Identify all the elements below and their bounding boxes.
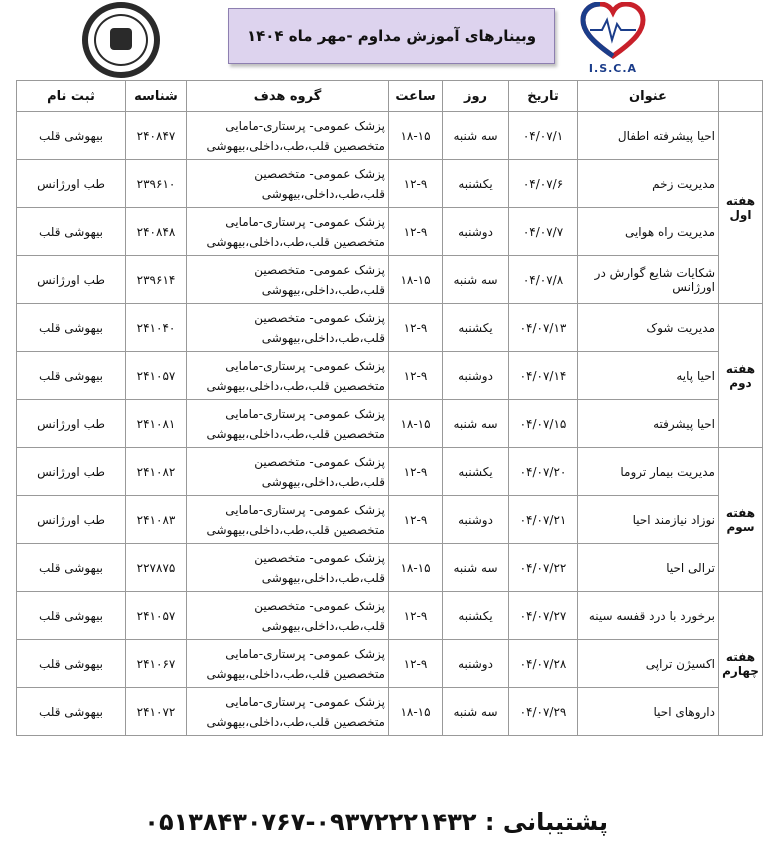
webinar-time: ۱۲-۹ xyxy=(389,592,443,640)
webinar-target-group: پزشک عمومی- پرستاری-مامایی متخصصین قلب،طب،داخلی،بیهوشی xyxy=(187,640,389,688)
webinar-title: داروهای احیا xyxy=(578,688,719,736)
webinar-title: اکسیژن تراپی xyxy=(578,640,719,688)
webinar-time: ۱۲-۹ xyxy=(389,496,443,544)
webinar-target-group: پزشک عمومی- پرستاری-مامایی متخصصین قلب،طب،داخلی،بیهوشی xyxy=(187,208,389,256)
webinar-title: نوزاد نیازمند احیا xyxy=(578,496,719,544)
webinar-day: دوشنبه xyxy=(443,496,509,544)
webinar-id: ۲۴۱۰۶۷ xyxy=(126,640,187,688)
webinar-date: ۰۴/۰۷/۱ xyxy=(509,112,578,160)
table-row xyxy=(17,496,763,544)
webinar-title: مدیریت زخم xyxy=(578,160,719,208)
table-row xyxy=(17,448,763,496)
webinar-day: سه شنبه xyxy=(443,256,509,304)
webinar-title: احیا پایه xyxy=(578,352,719,400)
webinar-day: دوشنبه xyxy=(443,208,509,256)
webinar-date: ۰۴/۰۷/۲۱ xyxy=(509,496,578,544)
page-title: وبینارهای آموزش مداوم -مهر ماه ۱۴۰۴ xyxy=(246,27,537,45)
webinar-registration: بیهوشی قلب xyxy=(17,688,126,736)
col-header-date: تاریخ xyxy=(509,81,578,112)
webinar-registration: طب اورژانس xyxy=(17,256,126,304)
webinar-target-group: پزشک عمومی- متخصصین قلب،طب،داخلی،بیهوشی xyxy=(187,256,389,304)
support-label: پشتیبانی : xyxy=(484,808,608,836)
webinar-date: ۰۴/۰۷/۲۲ xyxy=(509,544,578,592)
hospital-cross-icon xyxy=(110,28,132,50)
webinar-time: ۱۸-۱۵ xyxy=(389,112,443,160)
webinar-time: ۱۲-۹ xyxy=(389,208,443,256)
table-row xyxy=(17,256,763,304)
webinar-id: ۲۴۱۰۸۳ xyxy=(126,496,187,544)
col-header-target: گروه هدف xyxy=(187,81,389,112)
col-header-id: شناسه xyxy=(126,81,187,112)
webinar-target-group: پزشک عمومی- متخصصین قلب،طب،داخلی،بیهوشی xyxy=(187,592,389,640)
webinar-target-group: پزشک عمومی- متخصصین قلب،طب،داخلی،بیهوشی xyxy=(187,304,389,352)
table-row xyxy=(17,112,763,160)
webinar-date: ۰۴/۰۷/۲۷ xyxy=(509,592,578,640)
webinar-registration: بیهوشی قلب xyxy=(17,352,126,400)
emergency-medicine-society-logo xyxy=(82,2,160,78)
webinar-registration: طب اورژانس xyxy=(17,496,126,544)
webinar-target-group: پزشک عمومی- پرستاری-مامایی متخصصین قلب،طب،داخلی،بیهوشی xyxy=(187,400,389,448)
table-row xyxy=(17,304,763,352)
webinar-target-group: پزشک عمومی- متخصصین قلب،طب،داخلی،بیهوشی xyxy=(187,544,389,592)
webinar-time: ۱۸-۱۵ xyxy=(389,544,443,592)
week-label: هفته اول xyxy=(719,112,763,304)
webinar-id: ۲۴۱۰۸۱ xyxy=(126,400,187,448)
webinar-time: ۱۸-۱۵ xyxy=(389,400,443,448)
webinar-time: ۱۲-۹ xyxy=(389,160,443,208)
support-contact xyxy=(144,808,608,844)
heart-pulse-icon xyxy=(580,2,646,62)
webinar-title: شکایات شایع گوارش در اورژانس xyxy=(578,256,719,304)
title-banner xyxy=(228,8,555,64)
webinar-id: ۲۴۱۰۵۷ xyxy=(126,592,187,640)
webinar-day: یکشنبه xyxy=(443,160,509,208)
webinar-id: ۲۴۰۸۴۷ xyxy=(126,112,187,160)
week-label: هفته چهارم xyxy=(719,592,763,736)
webinar-id: ۲۲۷۸۷۵ xyxy=(126,544,187,592)
webinar-time: ۱۲-۹ xyxy=(389,352,443,400)
webinar-date: ۰۴/۰۷/۱۴ xyxy=(509,352,578,400)
webinar-target-group: پزشک عمومی- پرستاری-مامایی متخصصین قلب،طب،داخلی،بیهوشی xyxy=(187,496,389,544)
webinar-title: مدیریت راه هوایی xyxy=(578,208,719,256)
webinar-time: ۱۸-۱۵ xyxy=(389,688,443,736)
webinar-date: ۰۴/۰۷/۷ xyxy=(509,208,578,256)
webinar-registration: طب اورژانس xyxy=(17,448,126,496)
webinar-date: ۰۴/۰۷/۲۹ xyxy=(509,688,578,736)
table-row xyxy=(17,592,763,640)
table-row xyxy=(17,160,763,208)
webinar-title: احیا پیشرفته اطفال xyxy=(578,112,719,160)
table-row xyxy=(17,352,763,400)
col-header-day: روز xyxy=(443,81,509,112)
webinar-target-group: پزشک عمومی- پرستاری-مامایی متخصصین قلب،طب،داخلی،بیهوشی xyxy=(187,352,389,400)
week-label: هفته سوم xyxy=(719,448,763,592)
webinar-id: ۲۳۹۶۱۰ xyxy=(126,160,187,208)
webinar-id: ۲۴۱۰۵۷ xyxy=(126,352,187,400)
webinar-registration: بیهوشی قلب xyxy=(17,592,126,640)
webinar-day: دوشنبه xyxy=(443,640,509,688)
webinar-title: برخورد با درد قفسه سینه xyxy=(578,592,719,640)
webinar-date: ۰۴/۰۷/۲۰ xyxy=(509,448,578,496)
webinar-id: ۲۴۰۸۴۸ xyxy=(126,208,187,256)
webinar-date: ۰۴/۰۷/۱۵ xyxy=(509,400,578,448)
webinar-id: ۲۴۱۰۷۲ xyxy=(126,688,187,736)
table-row xyxy=(17,400,763,448)
table-row xyxy=(17,688,763,736)
webinar-time: ۱۲-۹ xyxy=(389,448,443,496)
col-header-registration: ثبت نام xyxy=(17,81,126,112)
webinar-day: سه شنبه xyxy=(443,112,509,160)
col-header-title: عنوان xyxy=(578,81,719,112)
isca-logo: I.S.C.A xyxy=(580,2,646,78)
table-row xyxy=(17,208,763,256)
webinar-target-group: پزشک عمومی- پرستاری-مامایی متخصصین قلب،طب،داخلی،بیهوشی xyxy=(187,112,389,160)
table-row xyxy=(17,640,763,688)
webinar-target-group: پزشک عمومی- متخصصین قلب،طب،داخلی،بیهوشی xyxy=(187,160,389,208)
support-phone-numbers: ۰۹۳۷۲۲۲۱۴۳۲-۰۵۱۳۸۴۳۰۷۶۷ xyxy=(144,808,477,836)
webinar-time: ۱۸-۱۵ xyxy=(389,256,443,304)
webinar-registration: بیهوشی قلب xyxy=(17,544,126,592)
webinar-registration: بیهوشی قلب xyxy=(17,208,126,256)
table-row xyxy=(17,544,763,592)
webinar-registration: طب اورژانس xyxy=(17,160,126,208)
webinar-registration: بیهوشی قلب xyxy=(17,304,126,352)
webinar-title: ترالی احیا xyxy=(578,544,719,592)
webinar-date: ۰۴/۰۷/۸ xyxy=(509,256,578,304)
webinar-date: ۰۴/۰۷/۲۸ xyxy=(509,640,578,688)
webinar-day: سه شنبه xyxy=(443,688,509,736)
week-label: هفته دوم xyxy=(719,304,763,448)
webinar-day: یکشنبه xyxy=(443,448,509,496)
webinar-day: سه شنبه xyxy=(443,400,509,448)
webinar-registration: بیهوشی قلب xyxy=(17,640,126,688)
webinar-title: احیا پیشرفته xyxy=(578,400,719,448)
webinar-registration: بیهوشی قلب xyxy=(17,112,126,160)
webinar-id: ۲۳۹۶۱۴ xyxy=(126,256,187,304)
webinar-date: ۰۴/۰۷/۶ xyxy=(509,160,578,208)
webinar-day: یکشنبه xyxy=(443,304,509,352)
page-header xyxy=(0,0,767,80)
webinar-target-group: پزشک عمومی- متخصصین قلب،طب،داخلی،بیهوشی xyxy=(187,448,389,496)
webinar-day: دوشنبه xyxy=(443,352,509,400)
webinar-title: مدیریت شوک xyxy=(578,304,719,352)
webinar-schedule-table xyxy=(16,80,763,736)
col-header-time: ساعت xyxy=(389,81,443,112)
webinar-day: یکشنبه xyxy=(443,592,509,640)
webinar-id: ۲۴۱۰۴۰ xyxy=(126,304,187,352)
webinar-time: ۱۲-۹ xyxy=(389,640,443,688)
webinar-date: ۰۴/۰۷/۱۳ xyxy=(509,304,578,352)
webinar-target-group: پزشک عمومی- پرستاری-مامایی متخصصین قلب،طب،داخلی،بیهوشی xyxy=(187,688,389,736)
webinar-day: سه شنبه xyxy=(443,544,509,592)
webinar-title: مدیریت بیمار تروما xyxy=(578,448,719,496)
table-header-row xyxy=(17,81,763,112)
webinar-registration: طب اورژانس xyxy=(17,400,126,448)
col-header-week xyxy=(719,81,763,112)
webinar-time: ۱۲-۹ xyxy=(389,304,443,352)
webinar-id: ۲۴۱۰۸۲ xyxy=(126,448,187,496)
